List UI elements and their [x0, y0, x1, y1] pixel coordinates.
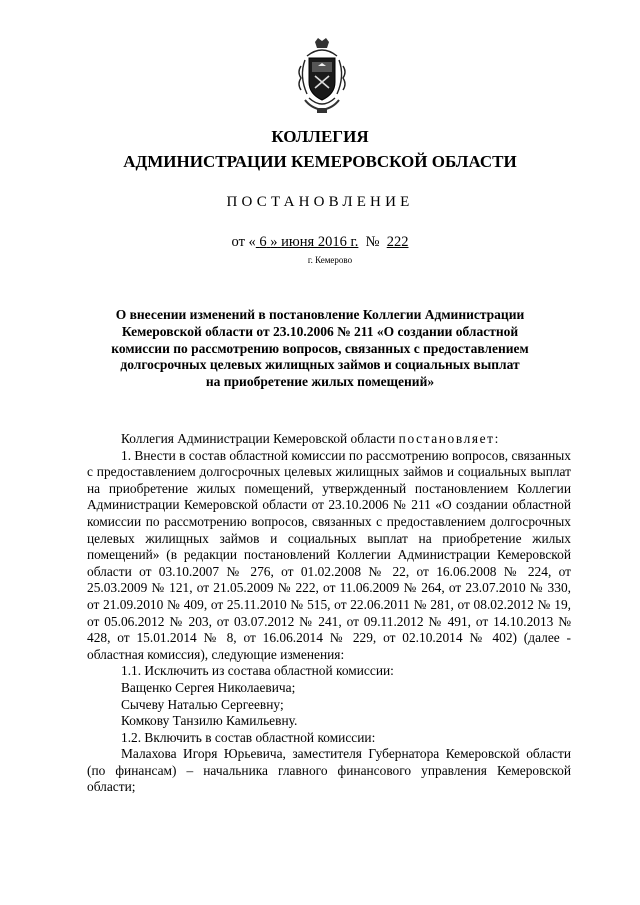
item-1-2: 1.2. Включить в состав областной комиссии:	[121, 729, 376, 745]
person-3: Комкову Танзилю Камильевну.	[121, 713, 298, 729]
person-2: Сычеву Наталью Сергеевну;	[121, 696, 284, 712]
city-label: г. Кемерово	[307, 255, 353, 265]
item-1-1: 1.1. Исключить из состава областной комиссии:	[121, 663, 394, 679]
document-number: 222	[386, 234, 409, 250]
org-title-line1: КОЛЛЕГИЯ	[271, 127, 369, 146]
document-title: О внесении изменений в постановление Коллегии Администрации Кемеровской области от 23.10.2006 № 211 «О создании областной комиссии по рассмотрению вопросов, связанных с предоставлением долгосрочных целевых жилищных займов и социальных выплат на приобретение жилых помещений»	[111, 307, 529, 390]
org-title-line2: АДМИНИСТРАЦИИ КЕМЕРОВСКОЙ ОБЛАСТИ	[123, 152, 517, 171]
person-1: Ващенко Сергея Николаевича;	[121, 679, 296, 695]
date-line: от « 6 » июня 2016 г. № 222	[231, 234, 409, 250]
document-body	[87, 431, 571, 796]
coat-of-arms-emblem	[291, 36, 353, 116]
item-1: 1. Внести в состав областной комиссии по рассмотрению вопросов, связанных с предоставлением долгосрочных целевых жилищных займов и социальных выплат на приобретение жилых помещений, утвержденный постановлением Коллегии Администрации Кемеровской области от 23.10.2006 № 211 «О создании областной комиссии по рассмотрению вопросов, связанных с предоставлением долгосрочных целевых жилищных займов и социальных выплат на приобретение жилых помещений» (в редакции постановлений Коллегии Администрации Кемеровской области от 03.10.2007 № 276, от 01.02.2008 № 22, от 16.06.2008 № 224, от 25.03.2009 № 121, от 21.05.2009 № 222, от 11.06.2009 № 264, от 23.07.2010 № 330, от 21.09.2010 № 409, от 25.11.2010 № 515, от 22.06.2011 № 281, от 08.02.2012 № 19, от 05.06.2012 № 203, от 03.07.2012 № 241, от 09.11.2012 № 491, от 14.10.2013 № 428, от 15.01.2014 № 8, от 16.06.2014 № 229, от 02.10.2014 № 402) (далее - областная комиссия), следующие изменения:	[87, 447, 571, 662]
document-type: ПОСТАНОВЛЕНИЕ	[226, 194, 414, 210]
person-4: Малахова Игоря Юрьевича, заместителя Губернатора Кемеровской области (по финансам) – начальника главного финансового управления Кемеровской области;	[87, 746, 571, 795]
date-day: 6 » июня 2016 г.	[259, 234, 359, 250]
intro-paragraph: Коллегия Администрации Кемеровской области постановляет:	[121, 431, 500, 446]
